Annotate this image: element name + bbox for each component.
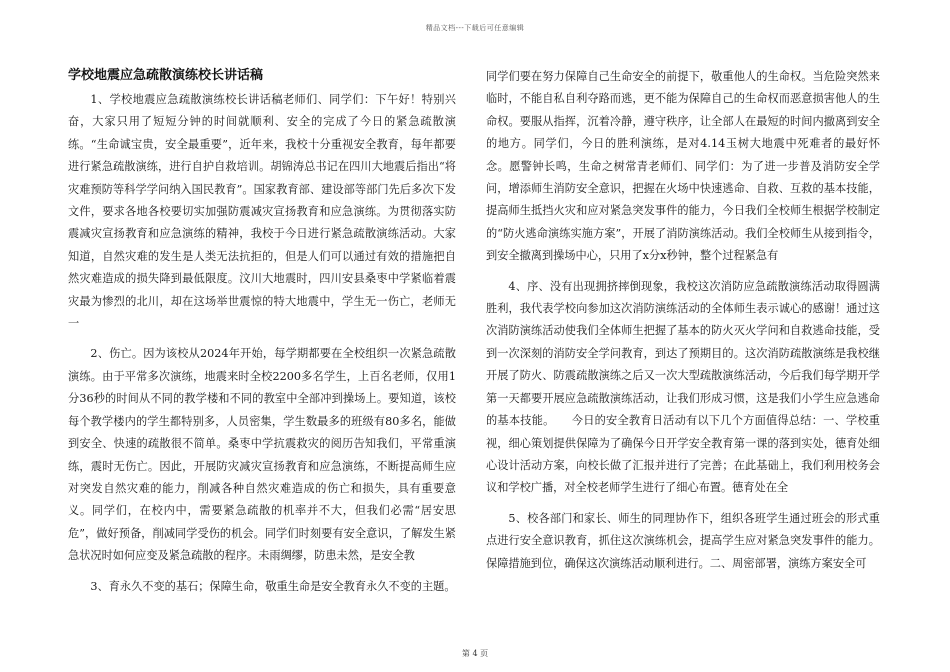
- page-number: 第 4 页: [461, 649, 489, 658]
- paragraph-1: 1、学校地震应急疏散演练校长讲话稿老师们、同学们：下午好！特别兴奋，大家只用了短短分钟的时间就顺利、安全的完成了今日的紧急疏散演练。“生命诚宝贵，安全最重要”，近年来，我校十分重视安全教育，每年都要进行紧急疏散演练，进行自护自救培训。胡锦涛总书记在四川大地震后指出“将灾难预防等科学学问纳入国民教育”。国家教育部、建设部等部门先后多次下发文件，要求各地各校要切实加强防震减灾宣扬教育和应急演练。为贯彻落实防震减灾宣扬教育和应急演练的精神，我校于今日进行紧急疏散演练活动。大家知道，自然灾难的发生是人类无法抗拒的，但是人们可以通过有效的措施把自然灾难造成的损失降到最低限度。汶川大地震时，四川安县桑枣中学紧临着震灾最为惨烈的北川，却在这场举世震惊的特大地震中，学生无一伤亡，老师无一: [68, 93, 456, 331]
- paragraph-2: 2、伤亡。因为该校从2024年开始，每学期都要在全校组织一次紧急疏散演练。由于平常多次演练，地震来时全校2200多名学生，上百名老师，仅用1分36秒的时间从不同的教学楼和不同的教室中全部冲到操场上。要知道，该校每个教学楼内的学生都特别多，人员密集，学生数最多的班级有80多名，能做到安全、快速的疏散很不简单。桑枣中学抗震救灾的阅历告知我们，平常重演练，震时无伤亡。因此，开展防灾减灾宣扬教育和应急演练，不断提高师生应对突发自然灾难的能力，削减各种自然灾难造成的伤亡和损失，具有重要意义。同学们，在校内中，需要紧急疏散的机率并不大，但我们必需“居安思危”，做好预备，削减同学受伤的机会。同学们时刻要有安全意识，了解发生紧急状况时如何应变及紧急疏散的程序。未雨绸缪，防患未然，是安全教: [68, 347, 456, 563]
- right-column: [486, 66, 880, 583]
- paragraph-3-continued: 同学们要在努力保障自己生命安全的前提下，敬重他人的生命权。当危险突然来临时，不能自私自利夺路而逃，更不能为保障自己的生命权而恶意损害他人的生命权。要服从指挥，沉着冷静，遵守秩序，让全部人在最短的时间内撤离到安全的地方。同学们，今日的胜利演练，是对4.14玉树大地震中死难者的最好怀念。愿警钟长鸣，生命之树常青老师们、同学们：为了进一步普及消防安全学问，增添师生消防安全意识，把握在火场中快速逃命、自救、互救的基本技能，提高师生抵挡火灾和应对紧急突发事件的能力，今日我们全校师生根据学校制定的“防火逃命演练实施方案”，开展了消防演练活动。我们全校师生从接到指令，到安全撤离到操场中心，只用了x分x秒钟，整个过程紧急有: [486, 70, 880, 263]
- paragraph-3: 3、育永久不变的基石；保障生命，敬重生命是安全教育永久不变的主题。: [90, 579, 456, 593]
- paragraph-5: 5、校各部门和家长、师生的同理协作下，组织各班学生通过班会的形式重点进行安全意识教育，抓住这次演练机会，提高学生应对紧急突发事件的能力。保障措施到位，确保这次演练活动顺利进行。二、周密部署，演练方案安全可: [486, 511, 880, 570]
- left-column: [68, 66, 456, 606]
- paragraph-4: 4、序、没有出现拥挤摔倒现象，我校这次消防应急疏散演练活动取得圆满胜利，我代表学校向参加这次消防演练活动的全体师生表示诚心的感谢！通过这次消防演练活动使我们全体师生把握了基本的防火灭火学问和自救逃命技能，受到一次深刻的消防安全学问教育，到达了预期目的。这次消防疏散演练是我校继开展了防火、防震疏散演练之后又一次大型疏散演练活动，今后我们每学期开学第一天都要开展应急疏散演练活动，让我们形成习惯，这是我们小学生应急逃命的基本技能。 今日的安全教育日活动有以下几个方面值得总结：一、学校重视，细心策划提供保障为了确保今日开学安全教育第一课的落到实处，德育处细心设计活动方案，向校长做了汇报并进行了完善；在此基础上，我们利用校务会议和学校广播，对全校老师学生进行了细心布置。德育处在全: [486, 279, 880, 495]
- document-title: 学校地震应急疏散演练校长讲话稿: [68, 68, 264, 83]
- header-note: 精品文档---下载后可任意编辑: [425, 24, 525, 32]
